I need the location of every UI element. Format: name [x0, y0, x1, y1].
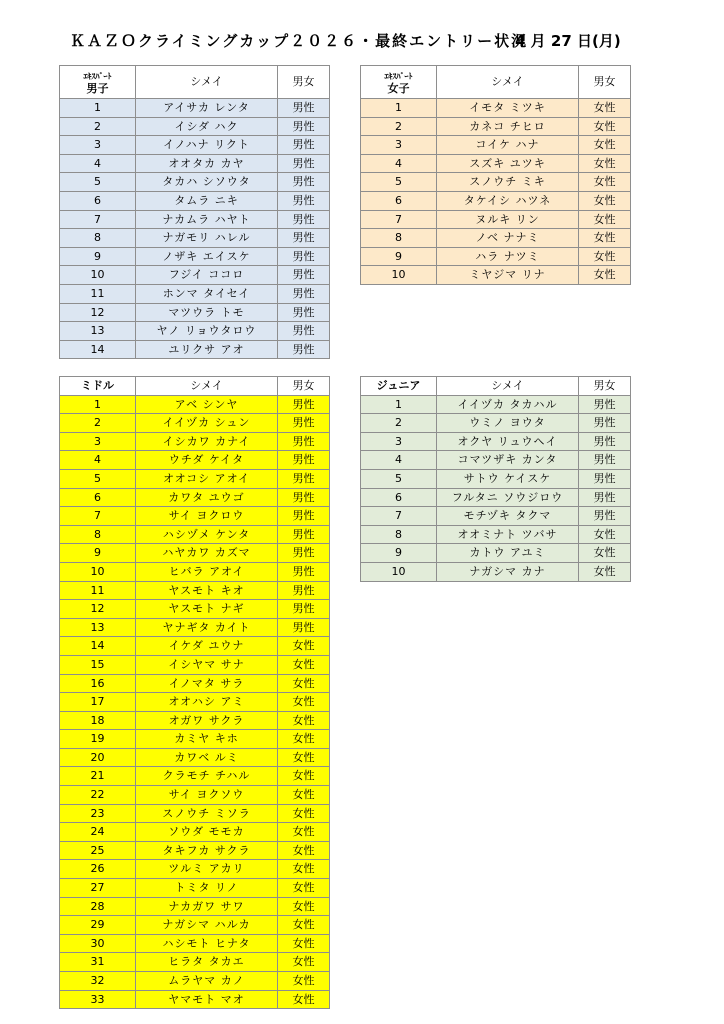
- table-row: [60, 860, 330, 879]
- entry-name: ヤスモト ナギ: [136, 600, 278, 619]
- entry-name: ナカムラ ハヤト: [136, 210, 278, 229]
- table-row: [361, 414, 631, 433]
- entry-sex: 女性: [278, 990, 330, 1009]
- entry-number: 2: [361, 414, 437, 433]
- entry-name: ナガシマ ハルカ: [136, 916, 278, 935]
- table-row: [60, 990, 330, 1009]
- entry-number: 12: [60, 600, 136, 619]
- entry-name: ヤマモト マオ: [136, 990, 278, 1009]
- table-row: [60, 934, 330, 953]
- table-row: [60, 525, 330, 544]
- table-row: [361, 525, 631, 544]
- entry-sex: 男性: [278, 507, 330, 526]
- table-row: [60, 284, 330, 303]
- entry-number: 3: [60, 136, 136, 155]
- entry-number: 30: [60, 934, 136, 953]
- entry-sex: 男性: [278, 525, 330, 544]
- table-row: [60, 266, 330, 285]
- entry-sex: 女性: [579, 154, 631, 173]
- entry-sex: 女性: [278, 879, 330, 898]
- entry-number: 3: [361, 136, 437, 155]
- entry-sex: 男性: [278, 618, 330, 637]
- entry-number: 9: [60, 247, 136, 266]
- entry-sex: 男性: [278, 173, 330, 192]
- table-row: [60, 618, 330, 637]
- sex-header: 男女: [278, 377, 330, 396]
- table-row: [60, 173, 330, 192]
- entry-sex: 女性: [579, 562, 631, 581]
- junior-table: [360, 376, 631, 582]
- table-row: [361, 154, 631, 173]
- entry-number: 11: [60, 581, 136, 600]
- table-row: [60, 303, 330, 322]
- table-row: [60, 693, 330, 712]
- table-row: [361, 191, 631, 210]
- table-row: [60, 247, 330, 266]
- category-header: ジュニア: [361, 377, 437, 396]
- table-row: [361, 210, 631, 229]
- entry-number: 4: [60, 154, 136, 173]
- table-row: [60, 322, 330, 341]
- entry-sex: 女性: [579, 191, 631, 210]
- page-title: [70, 30, 690, 54]
- entry-number: 4: [361, 451, 437, 470]
- entry-name: カミヤ キホ: [136, 730, 278, 749]
- name-header: シメイ: [136, 377, 278, 396]
- expert-women-table: [360, 65, 631, 285]
- entry-sex: 男性: [579, 507, 631, 526]
- table-row: [60, 916, 330, 935]
- entry-name: ウミノ ヨウタ: [437, 414, 579, 433]
- entry-number: 8: [60, 229, 136, 248]
- entry-sex: 女性: [579, 266, 631, 285]
- entry-number: 2: [60, 117, 136, 136]
- entry-number: 1: [60, 395, 136, 414]
- entry-name: コイケ ハナ: [437, 136, 579, 155]
- table-row: [361, 488, 631, 507]
- entry-sex: 女性: [278, 972, 330, 991]
- entry-name: オオミナト ツバサ: [437, 525, 579, 544]
- table-body: [361, 99, 631, 285]
- entry-sex: 女性: [278, 786, 330, 805]
- entry-name: カトウ アユミ: [437, 544, 579, 563]
- entry-sex: 男性: [278, 451, 330, 470]
- entry-sex: 女性: [278, 953, 330, 972]
- entry-number: 25: [60, 841, 136, 860]
- entry-sex: 男性: [278, 191, 330, 210]
- entry-name: ヤノ リョウタロウ: [136, 322, 278, 341]
- table-row: [361, 266, 631, 285]
- entry-number: 18: [60, 711, 136, 730]
- entry-sex: 女性: [278, 711, 330, 730]
- entry-name: イシヤマ サナ: [136, 655, 278, 674]
- entry-number: 33: [60, 990, 136, 1009]
- entry-number: 26: [60, 860, 136, 879]
- entry-name: オクヤ リュウヘイ: [437, 432, 579, 451]
- entry-sex: 男性: [278, 247, 330, 266]
- table-row: [60, 488, 330, 507]
- entry-number: 10: [60, 562, 136, 581]
- entry-name: イイヅカ タカハル: [437, 395, 579, 414]
- entry-sex: 女性: [278, 693, 330, 712]
- entry-number: 1: [361, 395, 437, 414]
- entry-name: カワタ ユウゴ: [136, 488, 278, 507]
- entry-name: ヒラタ タカエ: [136, 953, 278, 972]
- table-row: [361, 395, 631, 414]
- entry-name: コマツザキ カンタ: [437, 451, 579, 470]
- entry-sex: 男性: [579, 432, 631, 451]
- table-row: [361, 136, 631, 155]
- entry-sex: 男性: [278, 488, 330, 507]
- entry-sex: 女性: [278, 637, 330, 656]
- entry-number: 13: [60, 322, 136, 341]
- entry-number: 7: [361, 210, 437, 229]
- entry-sex: 男性: [278, 432, 330, 451]
- entry-sex: 男性: [278, 117, 330, 136]
- table-row: [60, 581, 330, 600]
- table-row: [361, 507, 631, 526]
- table-row: [361, 469, 631, 488]
- entry-sex: 男性: [278, 284, 330, 303]
- name-header: シメイ: [437, 377, 579, 396]
- entry-name: タケイシ ハツネ: [437, 191, 579, 210]
- entry-name: ユリクサ アオ: [136, 340, 278, 359]
- entry-sex: 男性: [278, 581, 330, 600]
- entry-sex: 女性: [579, 544, 631, 563]
- table-row: [60, 841, 330, 860]
- entry-sex: 男性: [278, 210, 330, 229]
- entry-name: アベ シンヤ: [136, 395, 278, 414]
- entry-sex: 女性: [579, 173, 631, 192]
- table-row: [361, 229, 631, 248]
- entry-number: 5: [361, 173, 437, 192]
- event-title: ＫＡＺＯクライミングカップ２０２６・最終エントリー状況: [70, 32, 529, 50]
- entry-sex: 女性: [278, 748, 330, 767]
- table-row: [60, 395, 330, 414]
- entry-name: オガワ サクラ: [136, 711, 278, 730]
- table-row: [361, 562, 631, 581]
- category-header: ｴｷｽﾊﾟｰﾄ 女子: [361, 66, 437, 99]
- entry-number: 31: [60, 953, 136, 972]
- table-row: [60, 432, 330, 451]
- entry-name: タキフカ サクラ: [136, 841, 278, 860]
- entry-number: 14: [60, 637, 136, 656]
- entry-sex: 女性: [579, 525, 631, 544]
- entry-name: イノハナ リクト: [136, 136, 278, 155]
- entry-sex: 男性: [278, 99, 330, 118]
- entry-name: カワベ ルミ: [136, 748, 278, 767]
- entry-name: モチヅキ タクマ: [437, 507, 579, 526]
- table-row: [60, 451, 330, 470]
- entry-number: 28: [60, 897, 136, 916]
- entry-sex: 女性: [579, 247, 631, 266]
- sex-header: 男女: [579, 377, 631, 396]
- sex-header: 男女: [278, 66, 330, 99]
- entry-name: ホンマ タイセイ: [136, 284, 278, 303]
- table-row: [60, 711, 330, 730]
- entry-name: イシカワ カナイ: [136, 432, 278, 451]
- entry-sex: 女性: [278, 860, 330, 879]
- entry-name: フジイ ココロ: [136, 266, 278, 285]
- entry-name: ソウダ モモカ: [136, 823, 278, 842]
- entry-name: ツルミ アカリ: [136, 860, 278, 879]
- entry-number: 6: [361, 191, 437, 210]
- entry-number: 24: [60, 823, 136, 842]
- entry-sex: 女性: [278, 934, 330, 953]
- table-row: [361, 432, 631, 451]
- entry-number: 3: [361, 432, 437, 451]
- entry-number: 2: [361, 117, 437, 136]
- expert-men-table: [59, 65, 330, 359]
- entry-number: 7: [361, 507, 437, 526]
- entry-number: 9: [361, 544, 437, 563]
- entry-sex: 女性: [579, 99, 631, 118]
- entry-number: 17: [60, 693, 136, 712]
- table-row: [60, 99, 330, 118]
- entry-number: 10: [361, 266, 437, 285]
- entry-sex: 男性: [278, 414, 330, 433]
- entry-number: 8: [361, 229, 437, 248]
- entry-number: 8: [361, 525, 437, 544]
- entry-name: マツウラ トモ: [136, 303, 278, 322]
- entry-name: クラモチ チハル: [136, 767, 278, 786]
- entry-name: ノザキ エイスケ: [136, 247, 278, 266]
- category-header: ｴｷｽﾊﾟｰﾄ 男子: [60, 66, 136, 99]
- entry-name: サイ ヨクロウ: [136, 507, 278, 526]
- entry-name: ナガモリ ハレル: [136, 229, 278, 248]
- entry-sex: 女性: [278, 674, 330, 693]
- entry-sex: 男性: [278, 600, 330, 619]
- entry-name: タムラ ニキ: [136, 191, 278, 210]
- table-row: [60, 804, 330, 823]
- entry-number: 3: [60, 432, 136, 451]
- entry-name: スズキ ユツキ: [437, 154, 579, 173]
- entry-name: オオタカ カヤ: [136, 154, 278, 173]
- table-row: [361, 173, 631, 192]
- entry-name: アイサカ レンタ: [136, 99, 278, 118]
- entry-sex: 男性: [278, 154, 330, 173]
- table-row: [60, 340, 330, 359]
- table-row: [60, 507, 330, 526]
- entry-number: 16: [60, 674, 136, 693]
- entry-name: サイ ヨクソウ: [136, 786, 278, 805]
- entry-sex: 男性: [579, 488, 631, 507]
- entry-name: ノベ ナナミ: [437, 229, 579, 248]
- entry-name: ウチダ ケイタ: [136, 451, 278, 470]
- table-row: [60, 117, 330, 136]
- entry-number: 1: [60, 99, 136, 118]
- table-row: [60, 897, 330, 916]
- table-row: [60, 786, 330, 805]
- entry-sex: 男性: [579, 414, 631, 433]
- entry-sex: 男性: [278, 136, 330, 155]
- table-row: [60, 655, 330, 674]
- table-row: [60, 562, 330, 581]
- sex-header: 男女: [579, 66, 631, 99]
- entry-number: 5: [60, 173, 136, 192]
- table-body: [361, 395, 631, 581]
- table-row: [60, 191, 330, 210]
- table-row: [60, 229, 330, 248]
- entry-sex: 男性: [579, 451, 631, 470]
- entry-sex: 女性: [579, 229, 631, 248]
- entry-name: ハヤカワ カズマ: [136, 544, 278, 563]
- entry-sex: 男性: [278, 469, 330, 488]
- table-row: [361, 451, 631, 470]
- entry-name: サトウ ケイスケ: [437, 469, 579, 488]
- entry-sex: 男性: [579, 395, 631, 414]
- entry-name: ヤナギタ カイト: [136, 618, 278, 637]
- entry-name: イイヅカ シュン: [136, 414, 278, 433]
- entry-sex: 女性: [579, 210, 631, 229]
- entry-sex: 女性: [579, 117, 631, 136]
- table-row: [60, 469, 330, 488]
- entry-number: 7: [60, 210, 136, 229]
- entry-name: オオハシ アミ: [136, 693, 278, 712]
- entry-name: イノマタ サラ: [136, 674, 278, 693]
- entry-number: 15: [60, 655, 136, 674]
- entry-sex: 男性: [278, 544, 330, 563]
- table-row: [60, 637, 330, 656]
- entry-number: 9: [361, 247, 437, 266]
- entry-sex: 男性: [278, 562, 330, 581]
- entry-number: 14: [60, 340, 136, 359]
- table-row: [60, 972, 330, 991]
- table-row: [60, 748, 330, 767]
- entry-sex: 男性: [278, 322, 330, 341]
- table-row: [60, 544, 330, 563]
- table-row: [60, 136, 330, 155]
- table-row: [60, 953, 330, 972]
- entry-name: タカハ シソウタ: [136, 173, 278, 192]
- entry-sex: 女性: [278, 804, 330, 823]
- table-row: [60, 154, 330, 173]
- entry-sex: 男性: [278, 266, 330, 285]
- entry-name: ヤスモト キオ: [136, 581, 278, 600]
- entry-name: スノウチ ミソラ: [136, 804, 278, 823]
- entry-sex: 女性: [579, 136, 631, 155]
- entry-number: 11: [60, 284, 136, 303]
- entry-number: 5: [361, 469, 437, 488]
- entry-sex: 女性: [278, 823, 330, 842]
- entry-sex: 女性: [278, 730, 330, 749]
- entry-name: ハシヅメ ケンタ: [136, 525, 278, 544]
- entry-name: イケダ ユウナ: [136, 637, 278, 656]
- entry-number: 21: [60, 767, 136, 786]
- entry-name: オオコシ アオイ: [136, 469, 278, 488]
- entry-number: 20: [60, 748, 136, 767]
- entry-sex: 男性: [278, 229, 330, 248]
- entry-name: カネコ チヒロ: [437, 117, 579, 136]
- entry-name: ミヤジマ リナ: [437, 266, 579, 285]
- table-row: [361, 117, 631, 136]
- entry-number: 6: [60, 191, 136, 210]
- entry-sex: 女性: [278, 655, 330, 674]
- table-row: [60, 879, 330, 898]
- entry-number: 29: [60, 916, 136, 935]
- entry-number: 23: [60, 804, 136, 823]
- entry-sex: 女性: [278, 897, 330, 916]
- table-row: [60, 674, 330, 693]
- entry-number: 1: [361, 99, 437, 118]
- entry-number: 4: [361, 154, 437, 173]
- table-row: [361, 544, 631, 563]
- entry-number: 22: [60, 786, 136, 805]
- entry-name: トミタ リノ: [136, 879, 278, 898]
- entry-sex: 男性: [278, 303, 330, 322]
- entry-number: 2: [60, 414, 136, 433]
- entry-number: 19: [60, 730, 136, 749]
- entry-name: フルタニ ソウジロウ: [437, 488, 579, 507]
- table-row: [60, 600, 330, 619]
- entry-name: ナカガワ サワ: [136, 897, 278, 916]
- entry-sex: 女性: [278, 916, 330, 935]
- table-row: [60, 823, 330, 842]
- entry-date: 4 月 27 日(月): [515, 32, 621, 50]
- entry-number: 4: [60, 451, 136, 470]
- entry-number: 32: [60, 972, 136, 991]
- entry-number: 5: [60, 469, 136, 488]
- table-body: [60, 395, 330, 1009]
- entry-name: ハシモト ヒナタ: [136, 934, 278, 953]
- entry-number: 8: [60, 525, 136, 544]
- entry-number: 7: [60, 507, 136, 526]
- entry-sex: 男性: [278, 395, 330, 414]
- entry-number: 9: [60, 544, 136, 563]
- entry-sex: 女性: [278, 767, 330, 786]
- entry-number: 10: [361, 562, 437, 581]
- entry-name: ムラヤマ カノ: [136, 972, 278, 991]
- entry-name: ナガシマ カナ: [437, 562, 579, 581]
- entry-name: ヌルキ リン: [437, 210, 579, 229]
- entry-name: ハラ ナツミ: [437, 247, 579, 266]
- entry-sex: 女性: [278, 841, 330, 860]
- table-row: [361, 247, 631, 266]
- entry-sex: 男性: [278, 340, 330, 359]
- entry-sex: 男性: [579, 469, 631, 488]
- entry-name: ヒバラ アオイ: [136, 562, 278, 581]
- category-header: ミドル: [60, 377, 136, 396]
- name-header: シメイ: [437, 66, 579, 99]
- entry-number: 13: [60, 618, 136, 637]
- entry-name: イモタ ミツキ: [437, 99, 579, 118]
- entry-name: イシダ ハク: [136, 117, 278, 136]
- table-body: [60, 99, 330, 359]
- table-row: [60, 414, 330, 433]
- table-row: [60, 730, 330, 749]
- entry-number: 10: [60, 266, 136, 285]
- table-row: [60, 210, 330, 229]
- entry-number: 6: [60, 488, 136, 507]
- entry-number: 6: [361, 488, 437, 507]
- entry-number: 27: [60, 879, 136, 898]
- name-header: シメイ: [136, 66, 278, 99]
- table-row: [361, 99, 631, 118]
- middle-table: [59, 376, 330, 1009]
- entry-number: 12: [60, 303, 136, 322]
- table-row: [60, 767, 330, 786]
- entry-name: スノウチ ミキ: [437, 173, 579, 192]
